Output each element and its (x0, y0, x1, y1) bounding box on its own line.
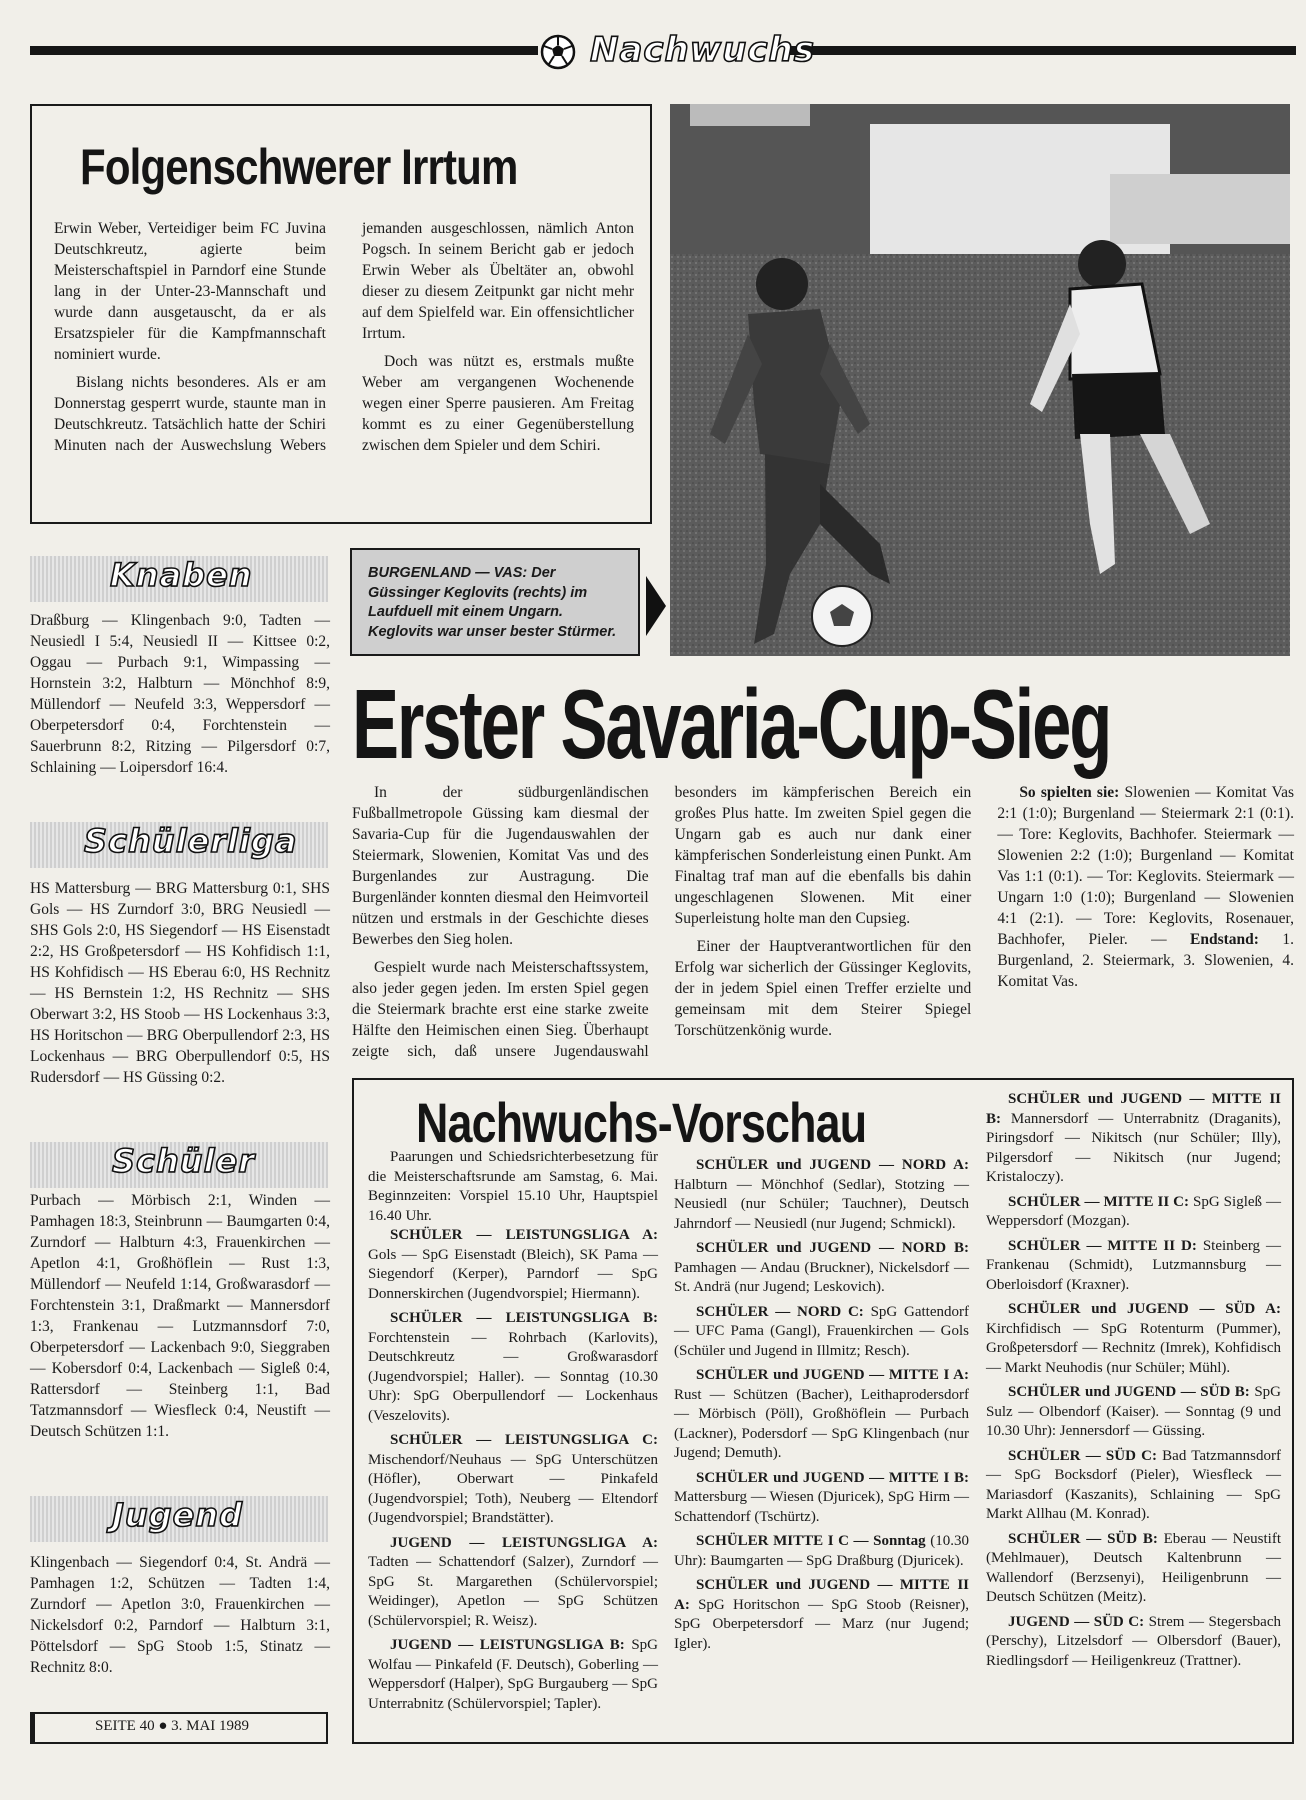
fixture-group (986, 1193, 1281, 1232)
vorschau-box (352, 1078, 1294, 1744)
header-rule-right (790, 46, 1296, 55)
fixture-group-text: Mischendorf/Neuhaus — SpG Unterschützen (Höfler), Oberwart — Pinkafeld (Jugendvorspiel; Toth), Neuberg — Eltendorf (Jugendvorspiel; Brandstätter). (368, 1451, 658, 1526)
fixture-group (674, 1366, 969, 1464)
schuelerliga-heading: Schülerliga (84, 822, 298, 860)
fixture-group (674, 1532, 969, 1571)
fixture-group-text: Halbturn — Mönchhof (Sedlar), Stotzing — Neusiedl (nur Schüler; Tauchner), Deutsch Jahrndorf — Neusiedl (nur Jugend; Schmickl). (674, 1176, 969, 1232)
fixture-group-heading: SCHÜLER und JUGEND — MITTE II B: (986, 1091, 1281, 1127)
fixture-group-heading: SCHÜLER und JUGEND — NORD A: (696, 1157, 969, 1173)
irrtum-headline: Folgenschwerer Irrtum (80, 139, 518, 195)
vorschau-col-3 (986, 1090, 1281, 1676)
fixture-group (368, 1431, 658, 1529)
section-title: Nachwuchs (590, 30, 815, 70)
savaria-results-text: Slowenien — Komitat Vas 2:1 (1:0); Burgenland — Steiermark 2:1 (0:1). — Tore: Keglovits, Bachhofer. Steiermark — Slowenien 2:2 (1:0); Burgenland — Komitat Vas 1:1 (0:1). — Tor: Keglovits. Steiermark — Ungarn 1:0 (1:0); Burgenland — Slowenien 4:1 (2:1). — Tore: Keglovits, Rosenauer, Bachhofer, Pieler. — (997, 784, 1294, 948)
fixture-group-heading: SCHÜLER — LEISTUNGSLIGA B: (390, 1310, 658, 1326)
header-rule-left (30, 46, 538, 55)
photo-caption: BURGENLAND — VAS: Der Güssinger Keglovits (rechts) im Laufduell mit einem Ungarn. Keglovits war unser bester Stürmer. (368, 565, 617, 640)
fixture-group-heading: SCHÜLER — MITTE II C: (1008, 1193, 1190, 1210)
savaria-paragraph: Einer der Hauptverantwortlichen für den Erfolg war sicherlich der Güssinger Keglovits, der in jedem Spiel einen Treffer erzielte und gemeinsam mit dem Steirer Spiegel Torschützenkönig wurde. (674, 938, 972, 1039)
knaben-heading: Knaben (110, 556, 253, 594)
schueler-heading: Schüler (112, 1142, 256, 1180)
fixture-group-text: Rust — Schützen (Bacher), Leithaprodersdorf — Mörbisch (Pöll), Großhöflein — Purbach (Lackner), Podersdorf — SpG Klingenbach (nur Jugend; Demuth). (674, 1386, 969, 1461)
fixture-group-text: Eberau — Neustift (Mehlmauer), Deutsch Kaltenbrunn — Wallendorf (Berzsenyi), Heiligenbrunn — Deutsch Schützen (Meitz). (986, 1530, 1281, 1605)
vorschau-col1-list (368, 1226, 658, 1714)
fixture-group-heading: JUGEND — SÜD C: (1008, 1613, 1145, 1630)
fixture-group-text: (10.30 Uhr): Baumgarten — SpG Draßburg (Djuricek). (674, 1533, 970, 1569)
schueler-results: Purbach — Mörbisch 2:1, Winden — Pamhagen 18:3, Steinbrunn — Baumgarten 0:4, Zurndorf — Halbturn 4:3, Frauenkirchen — Apetlon 4:1, Großhöflein — Rust 1:3, Müllendorf — Neufeld 1:14, Großwarasdorf — Forchtenstein 3:1, Draßmarkt — Mannersdorf 1:3, Frankenau — Lutzmannsdorf 7:0, Oberpetersdorf — Lackenbach 9:0, Sieggraben — Kobersdorf 0:4, Lackenbach — Sigleß 0:4, Rattersdorf — Steinberg 1:1, Bad Tatzmannsdorf — Wiesfleck 0:4, Neustift — Deutsch Schützen 1:1. (30, 1192, 330, 1440)
irrtum-paragraph: Bislang nichts besonderes. Als er am Donnerstag gesperrt wurde, staunte man in Deutschkreutz. Tatsächlich hatte der Schiri Minuten nach der Auswechslung Webers jemanden ausgeschlossen, nämlich Anton Pogsch. In seinem Bericht gab er jedoch Erwin Weber als Übeltäter an, obwohl dieser zu diesem Zeitpunkt gar nicht mehr auf dem Spielfeld war. Ein offensichtlicher Irrtum. (54, 220, 634, 454)
fixture-group (368, 1309, 658, 1426)
fixture-group-text: Kirchfidisch — SpG Rotenturm (Pummer), Großpetersdorf — Rechnitz (Imrek), Kohfidisch — Markt Neuhodis (nur Schüler; Mühl). (986, 1320, 1281, 1376)
savaria-standings-lead: Endstand: (1190, 931, 1259, 948)
photo-caption-box (350, 548, 640, 656)
caption-arrow-icon (646, 576, 666, 636)
match-photo (670, 104, 1290, 656)
savaria-article (352, 782, 1294, 1062)
fixture-group-heading: SCHÜLER — SÜD B: (1008, 1530, 1158, 1547)
fixture-group-heading: SCHÜLER und JUGEND — SÜD B: (1008, 1384, 1250, 1400)
vorschau-col-2 (674, 1156, 969, 1659)
fixture-group-text: SpG Sulz — Olbendorf (Kaiser). — Sonntag (9 und 10.30 Uhr): Jennersdorf — Güssing. (986, 1384, 1281, 1439)
fixture-group-text: Mannersdorf — Unterrabnitz (Draganits), Piringsdorf — Nikitsch (nur Schüler; Illy), Pilgersdorf — Nikitsch (nur Jugend; Kristaloczy). (986, 1110, 1281, 1185)
fixture-group-heading: SCHÜLER und JUGEND — SÜD A: (1008, 1301, 1281, 1317)
fixture-group-text: Mattersburg — Wiesen (Djuricek), SpG Hirm — Schattendorf (Tschürtz). (674, 1489, 969, 1525)
fixture-group (368, 1636, 658, 1714)
jugend-results: Klingenbach — Siegendorf 0:4, St. Andrä — Pamhagen 1:2, Schützen — Tadten 1:4, Zurndorf — Apetlon 3:0, Frauenkirchen — Nickelsdorf 0:2, Parndorf — Halbturn 3:1, Pöttelsdorf — SpG Stoob 1:5, Stinatz — Rechnitz 8:0. (30, 1554, 330, 1676)
fixture-group-heading: SCHÜLER und JUGEND — MITTE I A: (696, 1367, 969, 1383)
schuelerliga-results: HS Mattersburg — BRG Mattersburg 0:1, SHS Gols — HS Zurndorf 3:0, BRG Neusiedl — SHS Gols 2:0, HS Siegendorf — HS Eisenstadt 2:2, HS Großpetersdorf — HS Kohfidisch 1:1, HS Kohfidisch — HS Eberau 6:0, HS Rechnitz — HS Bernstein 1:2, HS Rechnitz — SHS Oberwart 3:2, HS Stoob — HS Lockenhaus 3:3, HS Horitschon — BRG Oberpullendorf 2:3, HS Lockenhaus — BRG Oberpullendorf 0:5, HS Rudersdorf — HS Güssing 0:2. (30, 880, 330, 1086)
fixture-group (674, 1239, 969, 1298)
knaben-results: Draßburg — Klingenbach 9:0, Tadten — Neusiedl I 5:4, Neusiedl II — Kittsee 0:2, Oggau — Purbach 9:1, Wimpassing — Hornstein 3:2, Halbturn — Mönchhof 8:9, Müllendorf — Neufeld 3:3, Weppersdorf — Oberpetersdorf 0:4, Forchtenstein — Sauerbrunn 8:2, Ritzing — Pilgersdorf 0:7, Schlaining — Loipersdorf 16:4. (30, 612, 330, 776)
savaria-standings-text: 1. Burgenland, 2. Steiermark, 3. Slowenien, 4. Komitat Vas. (997, 931, 1294, 990)
fixture-group-heading: SCHÜLER und JUGEND — NORD B: (696, 1240, 969, 1256)
fixture-group-heading: JUGEND — LEISTUNGSLIGA B: (390, 1637, 625, 1653)
fixture-group-heading: SCHÜLER — LEISTUNGSLIGA C: (390, 1432, 658, 1448)
fixture-group-heading: SCHÜLER — SÜD C: (1008, 1447, 1157, 1464)
fixture-group-heading: SCHÜLER — NORD C: (696, 1303, 864, 1320)
vorschau-intro: Paarungen und Schiedsrichterbesetzung für die Meisterschaftsrunde am Samstag, 6. Mai. Beginnzeiten: Vorspiel 15.10 Uhr, Hauptspiel 16.40 Uhr. (368, 1149, 658, 1224)
page-footer (30, 1712, 328, 1744)
fixture-group-text: Bad Tatzmannsdorf — SpG Bocksdorf (Pieler), Wiesfleck — Mariasdorf (Kaszanits), Schlaining — SpG Markt Allhau (M. Konrad). (986, 1447, 1281, 1522)
soccer-ball-icon (540, 34, 576, 70)
irrtum-box (30, 104, 652, 524)
irrtum-paragraph: Erwin Weber, Verteidiger beim FC Juvina Deutschkreutz, agierte beim Meisterschaftspiel in Parndorf eine Stunde lang in der Unter-23-Mannschaft und wurde dann ausgetauscht, da er als Ersatzspieler für die Kampfmannschaft nominiert wurde. (54, 220, 326, 363)
fixture-group-text: Pamhagen — Andau (Bruckner), Nickelsdorf — St. Andrä (nur Jugend; Leskovich). (674, 1259, 969, 1295)
savaria-headline: Erster Savaria-Cup-Sieg (352, 669, 1111, 779)
vorschau-col2-list (674, 1156, 969, 1654)
fixture-group (674, 1469, 969, 1528)
jugend-heading: Jugend (112, 1496, 243, 1534)
fixture-group-heading: SCHÜLER — LEISTUNGSLIGA A: (390, 1227, 658, 1243)
fixture-group-text: Strem — Stegersbach (Perschy), Litzelsdorf — Olbersdorf (Bauer), Riedlingsdorf — Heiligenkreuz (Trattner). (986, 1613, 1281, 1669)
fixture-group (986, 1383, 1281, 1442)
fixture-group-heading: SCHÜLER — MITTE II D: (1008, 1237, 1197, 1254)
irrtum-paragraph: Doch was nützt es, erstmals mußte Weber am vergangenen Wochenende wegen einer Sperre pausieren. Am Freitag kommt es zu einer Gegenüberstellung zwischen dem Spieler und dem Schiri. (362, 353, 634, 454)
fixture-group-text: SpG Horitschon — SpG Stoob (Reisner), SpG Oberpetersdorf — Marz (nur Jugend; Igler). (674, 1596, 969, 1652)
fixture-group (368, 1226, 658, 1304)
fixture-group (986, 1447, 1281, 1525)
fixture-group-text: SpG Sigleß — Weppersdorf (Mozgan). (986, 1193, 1282, 1229)
savaria-paragraph: Gespielt wurde nach Meisterschaftssystem, also jeder gegen jeden. Im ersten Spiel gegen die Steiermark brachte erst eine starke zweite Hälfte den Heimischen einen Sieg. Überhaupt zeigte sich, daß unsere Jugendauswahl besonders im kämpferischen Bereich ein großes Plus hatte. Im zweiten Spiel gegen die Ungarn gab es auch nur dank einer kämpferischen Sonderleistung einen Punkt. Am Finaltag traf man auf die ebenfalls bis dahin ungeschlagenen Slowenen. Mit einer Superleistung holte man den Cupsieg. (352, 784, 972, 1060)
fixture-group (674, 1576, 969, 1654)
fixture-group (986, 1530, 1281, 1608)
fixture-group-text: SpG Wolfau — Pinkafeld (F. Deutsch), Goberling — Weppersdorf (Halper), SpG Burgauberg — SpG Unterrabnitz (Schülervorspiel; Tapler). (368, 1637, 658, 1712)
fixture-group-text: Gols — SpG Eisenstadt (Bleich), SK Pama — Siegendorf (Kerper), Parndorf — SpG Donnerskirchen (Jugendvorspiel; Hiermann). (368, 1246, 658, 1302)
fixture-group-heading: SCHÜLER und JUGEND — MITTE I B: (696, 1469, 969, 1486)
fixture-group (986, 1237, 1281, 1296)
vorschau-col3-list (986, 1090, 1281, 1671)
fixture-group (674, 1303, 969, 1362)
page-footer-text: SEITE 40 ● 3. MAI 1989 (95, 1718, 250, 1734)
fixture-group-text: Tadten — Schattendorf (Salzer), Zurndorf — SpG St. Margarethen (Schülervorspiel; Weidinger), Apetlon — SpG Schützen (Schülervorspiel; R. Weisz). (368, 1554, 658, 1629)
vorschau-col-1 (368, 1148, 658, 1719)
fixture-group (986, 1300, 1281, 1378)
fixture-group-text: Forchtenstein — Rohrbach (Karlovits), Deutschkreutz — Großwarasdorf (Jugendvorspiel; Haller). — Sonntag (10.30 Uhr): SpG Oberpullendorf — Lockenhaus (Veszelovits). (368, 1329, 658, 1424)
fixture-group (986, 1090, 1281, 1188)
fixture-group-heading: SCHÜLER MITTE I C — Sonntag (696, 1533, 926, 1549)
savaria-results-lead: So spielten sie: (1019, 784, 1120, 801)
fixture-group (674, 1156, 969, 1234)
savaria-paragraph: In der südburgenländischen Fußballmetropole Güssing kam diesmal der Savaria-Cup für die Jugendauswahlen der Steiermark, Slowenien, Komitat Vas und des Burgenlandes zur Austragung. Die Burgenländer konnten diesmal den Heimvorteil nützen und erstmals in der Geschichte dieses Bewerbes den Sieg holen. (352, 784, 649, 948)
fixture-group (368, 1534, 658, 1632)
irrtum-article (54, 218, 634, 460)
fixture-group-text: Steinberg — Frankenau (Schmidt), Lutzmannsburg — Oberloisdorf (Kraxner). (986, 1237, 1282, 1293)
savaria-results (997, 782, 1294, 992)
fixture-group-heading: SCHÜLER und JUGEND — MITTE II A: (674, 1577, 969, 1613)
fixture-group (986, 1613, 1281, 1672)
fixture-group-text: SpG Gattendorf — UFC Pama (Gangl), Frauenkirchen — Gols (Schüler und Jugend in Illmitz; Resch). (674, 1303, 969, 1359)
fixture-group-heading: JUGEND — LEISTUNGSLIGA A: (390, 1534, 658, 1551)
vorschau-headline: Nachwuchs-Vorschau (416, 1091, 867, 1154)
